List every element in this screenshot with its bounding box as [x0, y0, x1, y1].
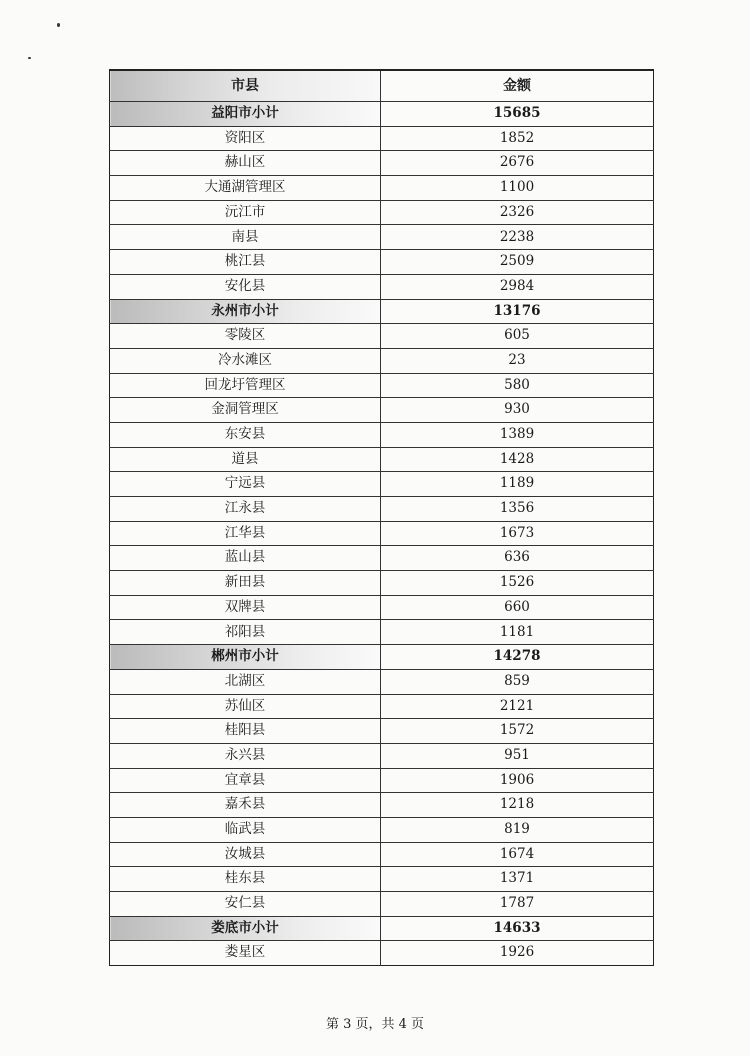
amount-cell: 2509	[381, 250, 654, 275]
header-city-county: 市县	[110, 70, 381, 102]
amount-cell: 1218	[381, 793, 654, 818]
table-row	[110, 225, 654, 250]
table-row	[110, 694, 654, 719]
amount-cell: 1526	[381, 571, 654, 596]
region-name-cell: 蓝山县	[110, 546, 381, 571]
table-row	[110, 200, 654, 225]
region-name-cell: 永兴县	[110, 743, 381, 768]
amount-cell: 1572	[381, 719, 654, 744]
subtotal-row	[110, 102, 654, 127]
region-name-cell: 宁远县	[110, 472, 381, 497]
region-name-cell: 桂阳县	[110, 719, 381, 744]
amount-cell: 23	[381, 348, 654, 373]
amount-cell: 636	[381, 546, 654, 571]
table-row	[110, 422, 654, 447]
amount-cell: 1100	[381, 176, 654, 201]
table-row	[110, 571, 654, 596]
region-name-cell: 桂东县	[110, 867, 381, 892]
amount-cell: 580	[381, 373, 654, 398]
amount-cell: 2984	[381, 274, 654, 299]
table-row	[110, 793, 654, 818]
amount-cell: 2326	[381, 200, 654, 225]
region-name-cell: 安仁县	[110, 892, 381, 917]
table-row	[110, 126, 654, 151]
region-name-cell: 娄星区	[110, 941, 381, 966]
table-row	[110, 151, 654, 176]
table-row	[110, 892, 654, 917]
amount-cell: 605	[381, 324, 654, 349]
region-name-cell: 安化县	[110, 274, 381, 299]
subtotal-row	[110, 645, 654, 670]
region-name-cell: 双牌县	[110, 595, 381, 620]
table-row	[110, 941, 654, 966]
amount-table	[109, 69, 654, 966]
table-row	[110, 373, 654, 398]
table-row	[110, 620, 654, 645]
table-row	[110, 817, 654, 842]
table-header-row	[110, 70, 654, 102]
table-row	[110, 595, 654, 620]
region-name-cell: 临武县	[110, 817, 381, 842]
table-row	[110, 176, 654, 201]
table-row	[110, 447, 654, 472]
region-name-cell: 汝城县	[110, 842, 381, 867]
amount-cell: 660	[381, 595, 654, 620]
region-name-cell: 娄底市小计	[110, 916, 381, 941]
amount-cell: 819	[381, 817, 654, 842]
table-body	[110, 102, 654, 966]
header-amount: 金额	[381, 70, 654, 102]
region-name-cell: 回龙圩管理区	[110, 373, 381, 398]
table-row	[110, 250, 654, 275]
page-footer: 第 3 页，共 4 页	[325, 1017, 425, 1032]
amount-cell: 951	[381, 743, 654, 768]
amount-cell: 1371	[381, 867, 654, 892]
amount-cell: 1787	[381, 892, 654, 917]
amount-cell: 14278	[381, 645, 654, 670]
table-row	[110, 497, 654, 522]
table-row	[110, 768, 654, 793]
amount-cell: 2121	[381, 694, 654, 719]
amount-cell: 2238	[381, 225, 654, 250]
table-row	[110, 719, 654, 744]
region-name-cell: 桃江县	[110, 250, 381, 275]
region-name-cell: 益阳市小计	[110, 102, 381, 127]
amount-cell: 2676	[381, 151, 654, 176]
table-row	[110, 743, 654, 768]
amount-cell: 1906	[381, 768, 654, 793]
scan-speck	[57, 23, 60, 27]
table-row	[110, 472, 654, 497]
region-name-cell: 江华县	[110, 521, 381, 546]
region-name-cell: 沅江市	[110, 200, 381, 225]
region-name-cell: 零陵区	[110, 324, 381, 349]
table-row	[110, 324, 654, 349]
table-row	[110, 274, 654, 299]
table-row	[110, 546, 654, 571]
amount-cell: 1389	[381, 422, 654, 447]
subtotal-row	[110, 299, 654, 324]
table-row	[110, 398, 654, 423]
subtotal-row	[110, 916, 654, 941]
amount-cell: 1428	[381, 447, 654, 472]
amount-cell: 930	[381, 398, 654, 423]
region-name-cell: 苏仙区	[110, 694, 381, 719]
amount-cell: 1189	[381, 472, 654, 497]
table-row	[110, 867, 654, 892]
region-name-cell: 赫山区	[110, 151, 381, 176]
amount-cell: 15685	[381, 102, 654, 127]
amount-cell: 13176	[381, 299, 654, 324]
table-row	[110, 348, 654, 373]
amount-cell: 1674	[381, 842, 654, 867]
region-name-cell: 大通湖管理区	[110, 176, 381, 201]
region-name-cell: 宜章县	[110, 768, 381, 793]
region-name-cell: 金洞管理区	[110, 398, 381, 423]
region-name-cell: 新田县	[110, 571, 381, 596]
region-name-cell: 永州市小计	[110, 299, 381, 324]
region-name-cell: 冷水滩区	[110, 348, 381, 373]
table-row	[110, 669, 654, 694]
amount-cell: 1852	[381, 126, 654, 151]
region-name-cell: 北湖区	[110, 669, 381, 694]
region-name-cell: 南县	[110, 225, 381, 250]
region-name-cell: 嘉禾县	[110, 793, 381, 818]
table-row	[110, 521, 654, 546]
region-name-cell: 江永县	[110, 497, 381, 522]
region-name-cell: 资阳区	[110, 126, 381, 151]
amount-cell: 1356	[381, 497, 654, 522]
amount-cell: 1673	[381, 521, 654, 546]
amount-cell: 859	[381, 669, 654, 694]
region-name-cell: 祁阳县	[110, 620, 381, 645]
amount-cell: 1181	[381, 620, 654, 645]
table-row	[110, 842, 654, 867]
region-name-cell: 郴州市小计	[110, 645, 381, 670]
scan-speck	[28, 57, 31, 59]
amount-cell: 14633	[381, 916, 654, 941]
region-name-cell: 东安县	[110, 422, 381, 447]
amount-cell: 1926	[381, 941, 654, 966]
region-name-cell: 道县	[110, 447, 381, 472]
